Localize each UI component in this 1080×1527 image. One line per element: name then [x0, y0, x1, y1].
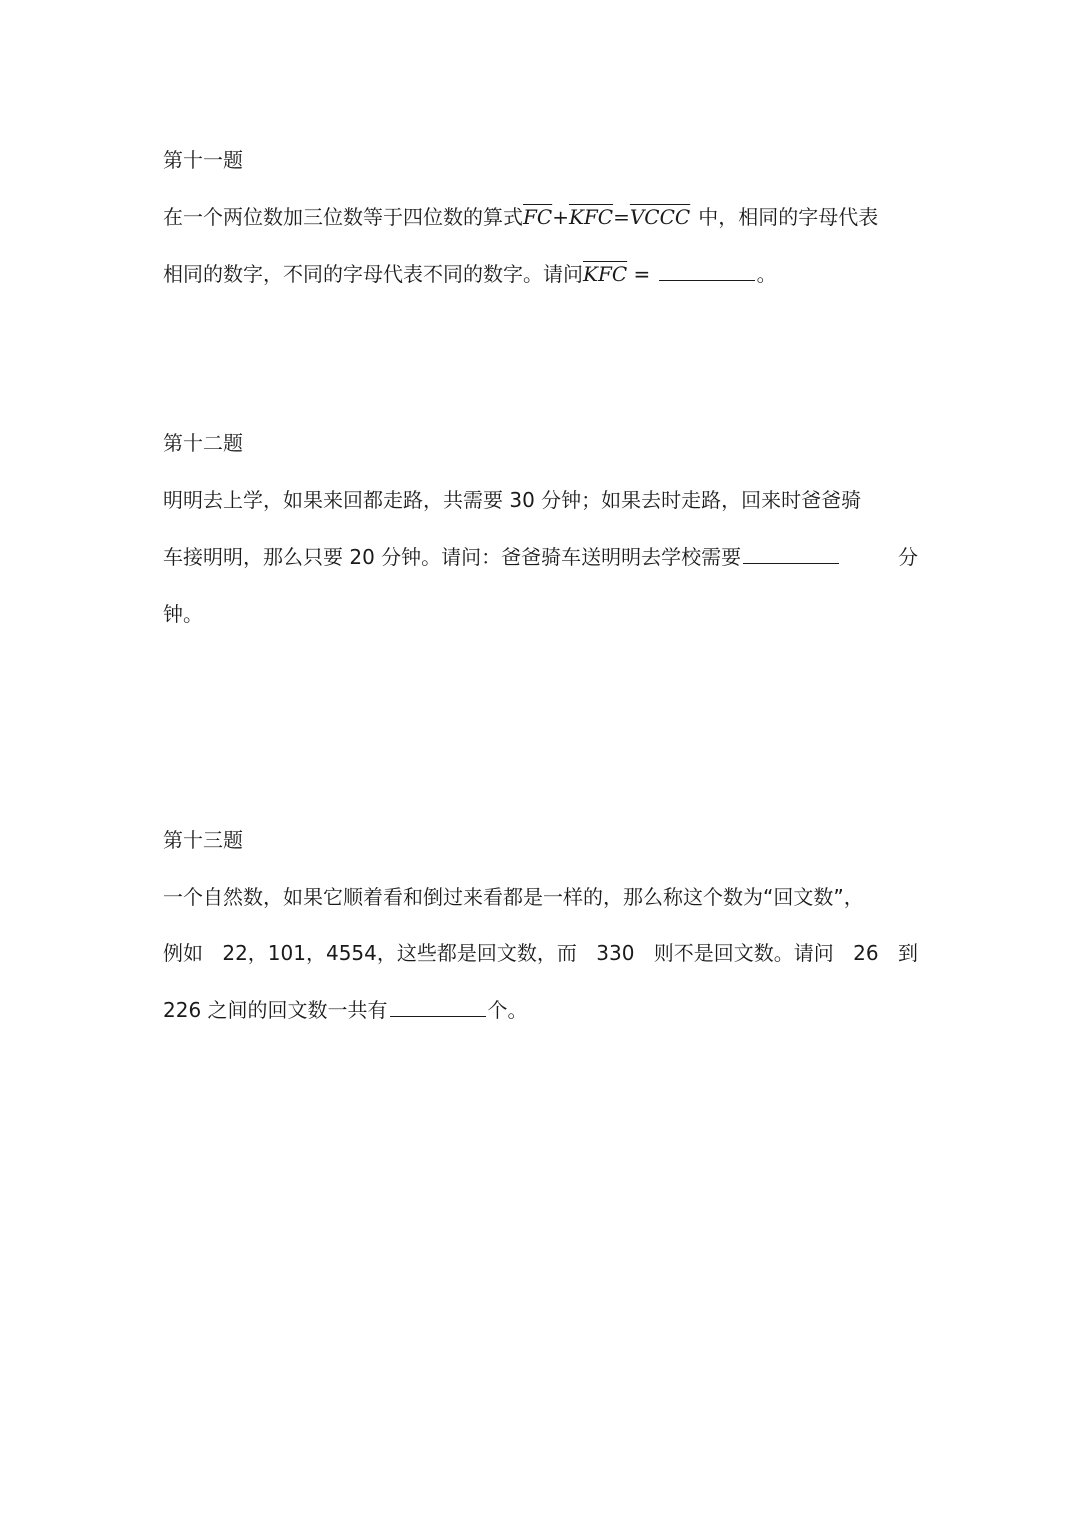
q11-text: 在一个两位数加三位数等于四位数的算式 [163, 205, 523, 229]
q12-unit: 分 [898, 545, 918, 569]
q13-word: 330 [596, 941, 635, 965]
math-fc: $\overline{FC}$ [523, 205, 553, 229]
q13-unit: 个。 [487, 998, 528, 1022]
q11-equals: = [633, 262, 651, 286]
q13-word: 到 [897, 941, 918, 965]
math-vccc: VCCC [629, 205, 691, 229]
q13-text: 226 之间的回文数一共有 [163, 998, 388, 1022]
q11-text: 相同的数字，不同的字母代表不同的数字。请问 [163, 262, 583, 286]
math-kfc: $\overline{KFC}$ [568, 205, 614, 229]
answer-blank[interactable] [390, 996, 486, 1017]
math-equals: = [613, 205, 630, 229]
q13-word: 26 [853, 941, 879, 965]
q13-word: 例如 [163, 941, 203, 965]
q12-line-2 [163, 543, 918, 571]
q12-title: 第十二题 [163, 431, 243, 455]
q13-line-1: 一个自然数，如果它顺着看和倒过来看都是一样的，那么称这个数为“回文数”， [163, 885, 864, 909]
q11-line-1 [163, 203, 918, 231]
math-plus: + [552, 205, 569, 229]
q11-period: 。 [756, 262, 777, 286]
q13-line-3 [163, 996, 918, 1024]
q13-word: 22，101，4554，这些都是回文数，而 [222, 941, 577, 965]
q12-text [163, 543, 841, 571]
answer-blank[interactable] [659, 260, 755, 281]
q12-line-1: 明明去上学，如果来回都走路，共需要 30 分钟；如果去时走路，回来时爸爸骑 [163, 488, 862, 512]
math-kfc-answer: $\overline{KFC}$ [583, 262, 628, 286]
answer-blank[interactable] [743, 543, 839, 564]
q11-title: 第十一题 [163, 148, 243, 172]
q11-line-2 [163, 260, 918, 288]
q12-line-3: 钟。 [163, 602, 203, 626]
q13-line-2 [163, 939, 918, 967]
q13-word: 则不是回文数。请问 [653, 941, 834, 965]
q13-title: 第十三题 [163, 828, 243, 852]
q12-text-part: 车接明明，那么只要 20 分钟。请问：爸爸骑车送明明去学校需要 [163, 545, 742, 569]
q11-text: 中，相同的字母代表 [698, 205, 879, 229]
q11-equation [523, 205, 690, 229]
